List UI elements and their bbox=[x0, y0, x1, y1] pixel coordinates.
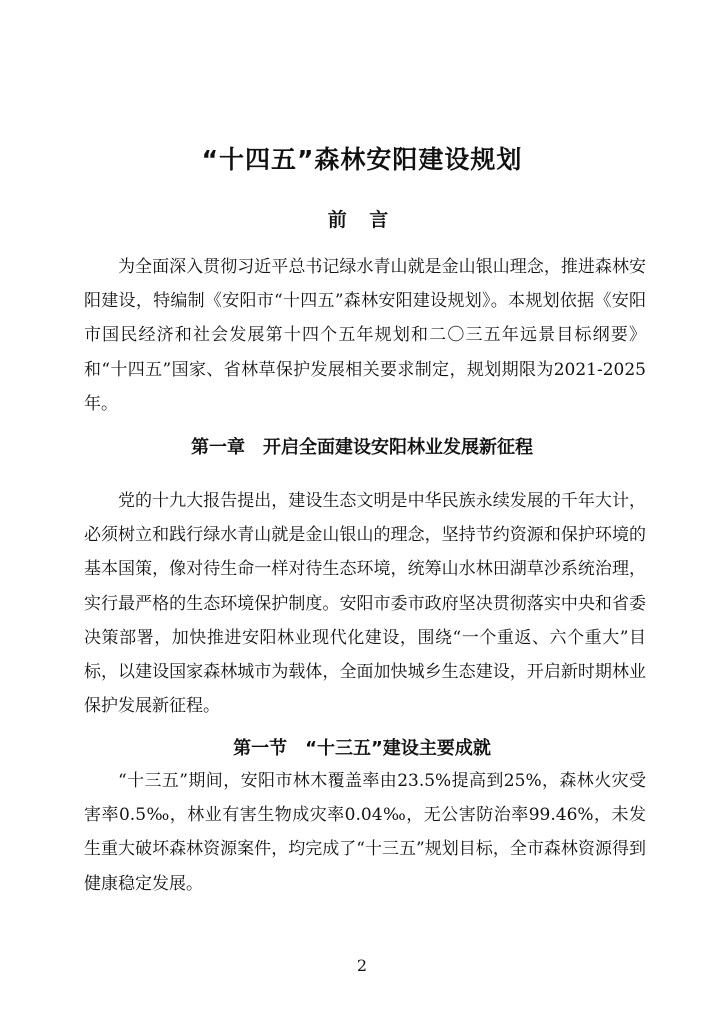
section-heading bbox=[0, 735, 724, 763]
chapter-heading bbox=[0, 434, 724, 462]
section-title: “十三五”建设主要成就 bbox=[305, 738, 491, 759]
section-paragraph: “十三五”期间，安阳市林木覆盖率由23.5%提高到25%，森林火灾受害率0.5‰，林业有害生物成灾率0.04‰，无公害防治率99.46%，未发生重大破坏森林资源案件，均完成了“十三五”规划目标，全市森林资源得到健康稳定发展。 bbox=[84, 771, 646, 894]
page-number: 2 bbox=[356, 956, 368, 975]
chapter-title: 开启全面建设安阳林业发展新征程 bbox=[263, 437, 533, 458]
document-title: “十四五”森林安阳建设规划 bbox=[201, 145, 523, 174]
section-label: 第一节 bbox=[233, 738, 288, 759]
chapter-label: 第一章 bbox=[191, 437, 245, 458]
chapter-paragraph: 党的十九大报告提出，建设生态文明是中华民族永续发展的千年大计，必须树立和践行绿水青山就是金山银山的理念，坚持节约资源和保护环境的基本国策，像对待生命一样对待生态环境，统筹山水林田湖草沙系统治理，实行最严格的生态环境保护制度。安阳市委市政府坚决贯彻落实中央和省委决策部署，加快推进安阳林业现代化建设，围绕“一个重返、六个重大”目标，以建设国家森林城市为载体，全面加快城乡生态建设，开启新时期林业保护发展新征程。 bbox=[84, 491, 646, 717]
preface-paragraph: 为全面深入贯彻习近平总书记绿水青山就是金山银山理念，推进森林安阳建设，特编制《安阳市“十四五”森林安阳建设规划》。本规划依据《安阳市国民经济和社会发展第十四个五年规划和二〇三五年远景目标纲要》和“十四五”国家、省林草保护发展相关要求制定，规划期限为2021-2025年。 bbox=[84, 257, 646, 414]
preface-heading: 前 言 bbox=[327, 209, 397, 231]
